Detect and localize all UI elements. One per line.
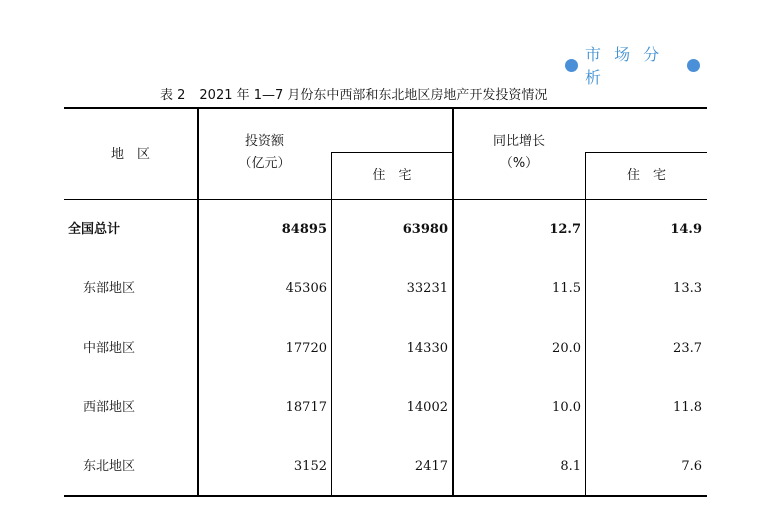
region-cell: 东部地区 (83, 281, 136, 296)
subheader-rule-left (331, 152, 453, 153)
growth-residential-cell: 13.3 (673, 281, 702, 296)
region-cell: 西部地区 (83, 400, 136, 415)
header-region: 地 区 (110, 147, 150, 162)
residential-cell: 14002 (406, 400, 448, 415)
residential-cell: 33231 (406, 281, 448, 296)
growth-cell: 11.5 (552, 281, 581, 296)
residential-cell: 2417 (414, 459, 448, 474)
table-top-rule (64, 107, 707, 109)
investment-cell: 3152 (293, 459, 327, 474)
header-investment-unit: （亿元） (238, 156, 291, 171)
growth-residential-cell: 14.9 (670, 222, 702, 237)
region-cell: 东北地区 (83, 459, 136, 474)
header-growth-residential: 住 宅 (626, 168, 666, 183)
region-cell: 中部地区 (83, 341, 136, 356)
header-growth-unit: （%） (499, 156, 539, 171)
subheader-rule-right (585, 152, 707, 153)
header-growth: 同比增长 (492, 134, 545, 149)
growth-residential-cell: 11.8 (673, 400, 702, 415)
residential-cell: 63980 (402, 222, 448, 237)
investment-cell: 18717 (285, 400, 327, 415)
table-number: 表 2 (160, 88, 186, 103)
header-bottom-rule (64, 199, 707, 200)
growth-cell: 20.0 (552, 341, 581, 356)
residential-cell: 14330 (406, 341, 448, 356)
column-divider (585, 152, 586, 497)
investment-cell: 45306 (285, 281, 327, 296)
growth-residential-cell: 7.6 (681, 459, 702, 474)
bullet-dot-icon (565, 59, 578, 72)
growth-residential-cell: 23.7 (673, 341, 702, 356)
growth-cell: 8.1 (560, 459, 581, 474)
section-tag (565, 45, 700, 87)
table-title: 2021 年 1—7 月份东中西部和东北地区房地产开发投资情况 (199, 88, 548, 103)
growth-cell: 12.7 (549, 222, 581, 237)
header-investment: 投资额 (244, 134, 284, 149)
investment-cell: 84895 (281, 222, 327, 237)
investment-cell: 17720 (285, 341, 327, 356)
table-caption (160, 86, 620, 106)
column-divider (331, 152, 332, 497)
header-residential: 住 宅 (372, 168, 412, 183)
growth-cell: 10.0 (552, 400, 581, 415)
table-bottom-rule (64, 495, 707, 497)
bullet-dot-icon (687, 59, 700, 72)
region-cell: 全国总计 (68, 222, 121, 237)
section-tag-label: 市 场 分 析 (585, 45, 664, 87)
